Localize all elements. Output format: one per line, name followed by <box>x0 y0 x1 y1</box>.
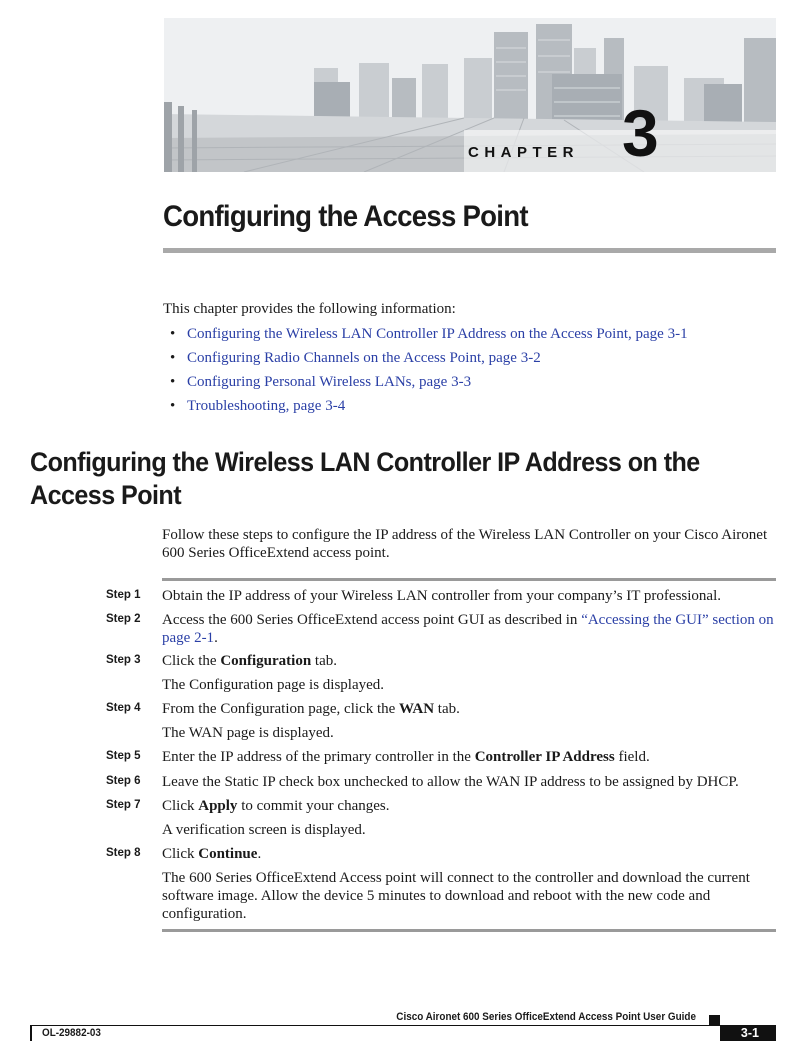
step-label: Step 3 <box>106 654 141 666</box>
step-text-part: field. <box>614 749 650 765</box>
toc-link[interactable]: Configuring Personal Wireless LANs, page 3-3 <box>187 374 472 390</box>
step-result: A verification screen is displayed. <box>162 822 366 838</box>
step-text <box>162 845 774 863</box>
steps-top-divider <box>162 578 776 581</box>
step-text-part: Access the 600 Series OfficeExtend access point GUI as described in <box>162 612 582 628</box>
toc-link[interactable]: Troubleshooting, page 3-4 <box>187 398 346 414</box>
step-label: Step 6 <box>106 775 141 787</box>
step-result: The Configuration page is displayed. <box>162 677 385 693</box>
step-text-part: tab. <box>434 701 460 717</box>
step-text <box>162 797 774 815</box>
toc-item <box>170 349 688 373</box>
step-text <box>162 652 774 670</box>
step-label: Step 4 <box>106 702 141 714</box>
gui-section-link[interactable]: “Accessing the GUI” section on page 2-1 <box>162 612 774 646</box>
step-text <box>162 611 774 647</box>
step-label: Step 1 <box>106 589 141 601</box>
step-text-part: Click <box>162 798 199 814</box>
step-text-part: . <box>257 846 262 862</box>
section-intro: Follow these steps to configure the IP address of the Wireless LAN Controller on your Cisco Aironet 600 Series OfficeExtend access point. <box>162 527 768 561</box>
footer-divider <box>30 1025 775 1026</box>
toc-item <box>170 397 688 421</box>
step-label: Step 2 <box>106 613 141 625</box>
step-text <box>162 748 774 766</box>
bullet-icon: • <box>170 398 176 414</box>
toc-list <box>170 325 688 421</box>
chapter-number: 3 <box>622 96 659 170</box>
step-text: Obtain the IP address of your Wireless LAN controller from your company’s IT professional. <box>162 588 721 604</box>
toc-link[interactable]: Configuring Radio Channels on the Access Point, page 3-2 <box>187 350 541 366</box>
step-text-part: From the Configuration page, click the <box>162 701 400 717</box>
bullet-icon: • <box>170 326 176 342</box>
toc-item <box>170 373 688 397</box>
page-number: 3-1 <box>740 1026 759 1040</box>
step-text <box>162 700 774 718</box>
footer-left-bar <box>30 1025 32 1041</box>
step-text-part: Click the <box>162 653 221 669</box>
toc-item <box>170 325 688 349</box>
step-text-part: to commit your changes. <box>237 798 390 814</box>
step-text-part: Enter the IP address of the primary controller in the <box>162 749 475 765</box>
step-result: The 600 Series OfficeExtend Access point will connect to the controller and download the current software image. Allow the device 5 minutes to download and reboot with the new code and configuration. <box>162 870 750 922</box>
ui-term: Controller IP Address <box>474 749 615 765</box>
bullet-icon: • <box>170 350 176 366</box>
section-title: Configuring the Wireless LAN Controller IP Address on the Access Point <box>30 447 700 510</box>
chapter-intro: This chapter provides the following information: <box>163 301 456 317</box>
steps-bottom-divider <box>162 929 776 932</box>
ui-term: Apply <box>198 798 238 814</box>
page-number-box <box>720 1025 776 1041</box>
footer-doc-number: OL-29882-03 <box>42 1027 101 1039</box>
step-result: The WAN page is displayed. <box>162 725 334 741</box>
toc-link[interactable]: Configuring the Wireless LAN Controller IP Address on the Access Point, page 3-1 <box>187 326 688 342</box>
step-text-part: Click <box>162 846 199 862</box>
ui-term: Continue <box>198 846 258 862</box>
ui-term: Configuration <box>220 653 312 669</box>
title-divider <box>163 248 776 253</box>
step-label: Step 8 <box>106 847 141 859</box>
page-title: Configuring the Access Point <box>163 200 528 233</box>
ui-term: WAN <box>399 701 435 717</box>
step-text-part: tab. <box>311 653 337 669</box>
step-text: Leave the Static IP check box unchecked to allow the WAN IP address to be assigned by DHCP. <box>162 774 739 790</box>
step-label: Step 7 <box>106 799 141 811</box>
bullet-icon: • <box>170 374 176 390</box>
step-label: Step 5 <box>106 750 141 762</box>
step-text-part: . <box>214 630 218 646</box>
footer-guide-title: Cisco Aironet 600 Series OfficeExtend Access Point User Guide <box>396 1011 696 1023</box>
chapter-label: CHAPTER <box>468 144 580 161</box>
